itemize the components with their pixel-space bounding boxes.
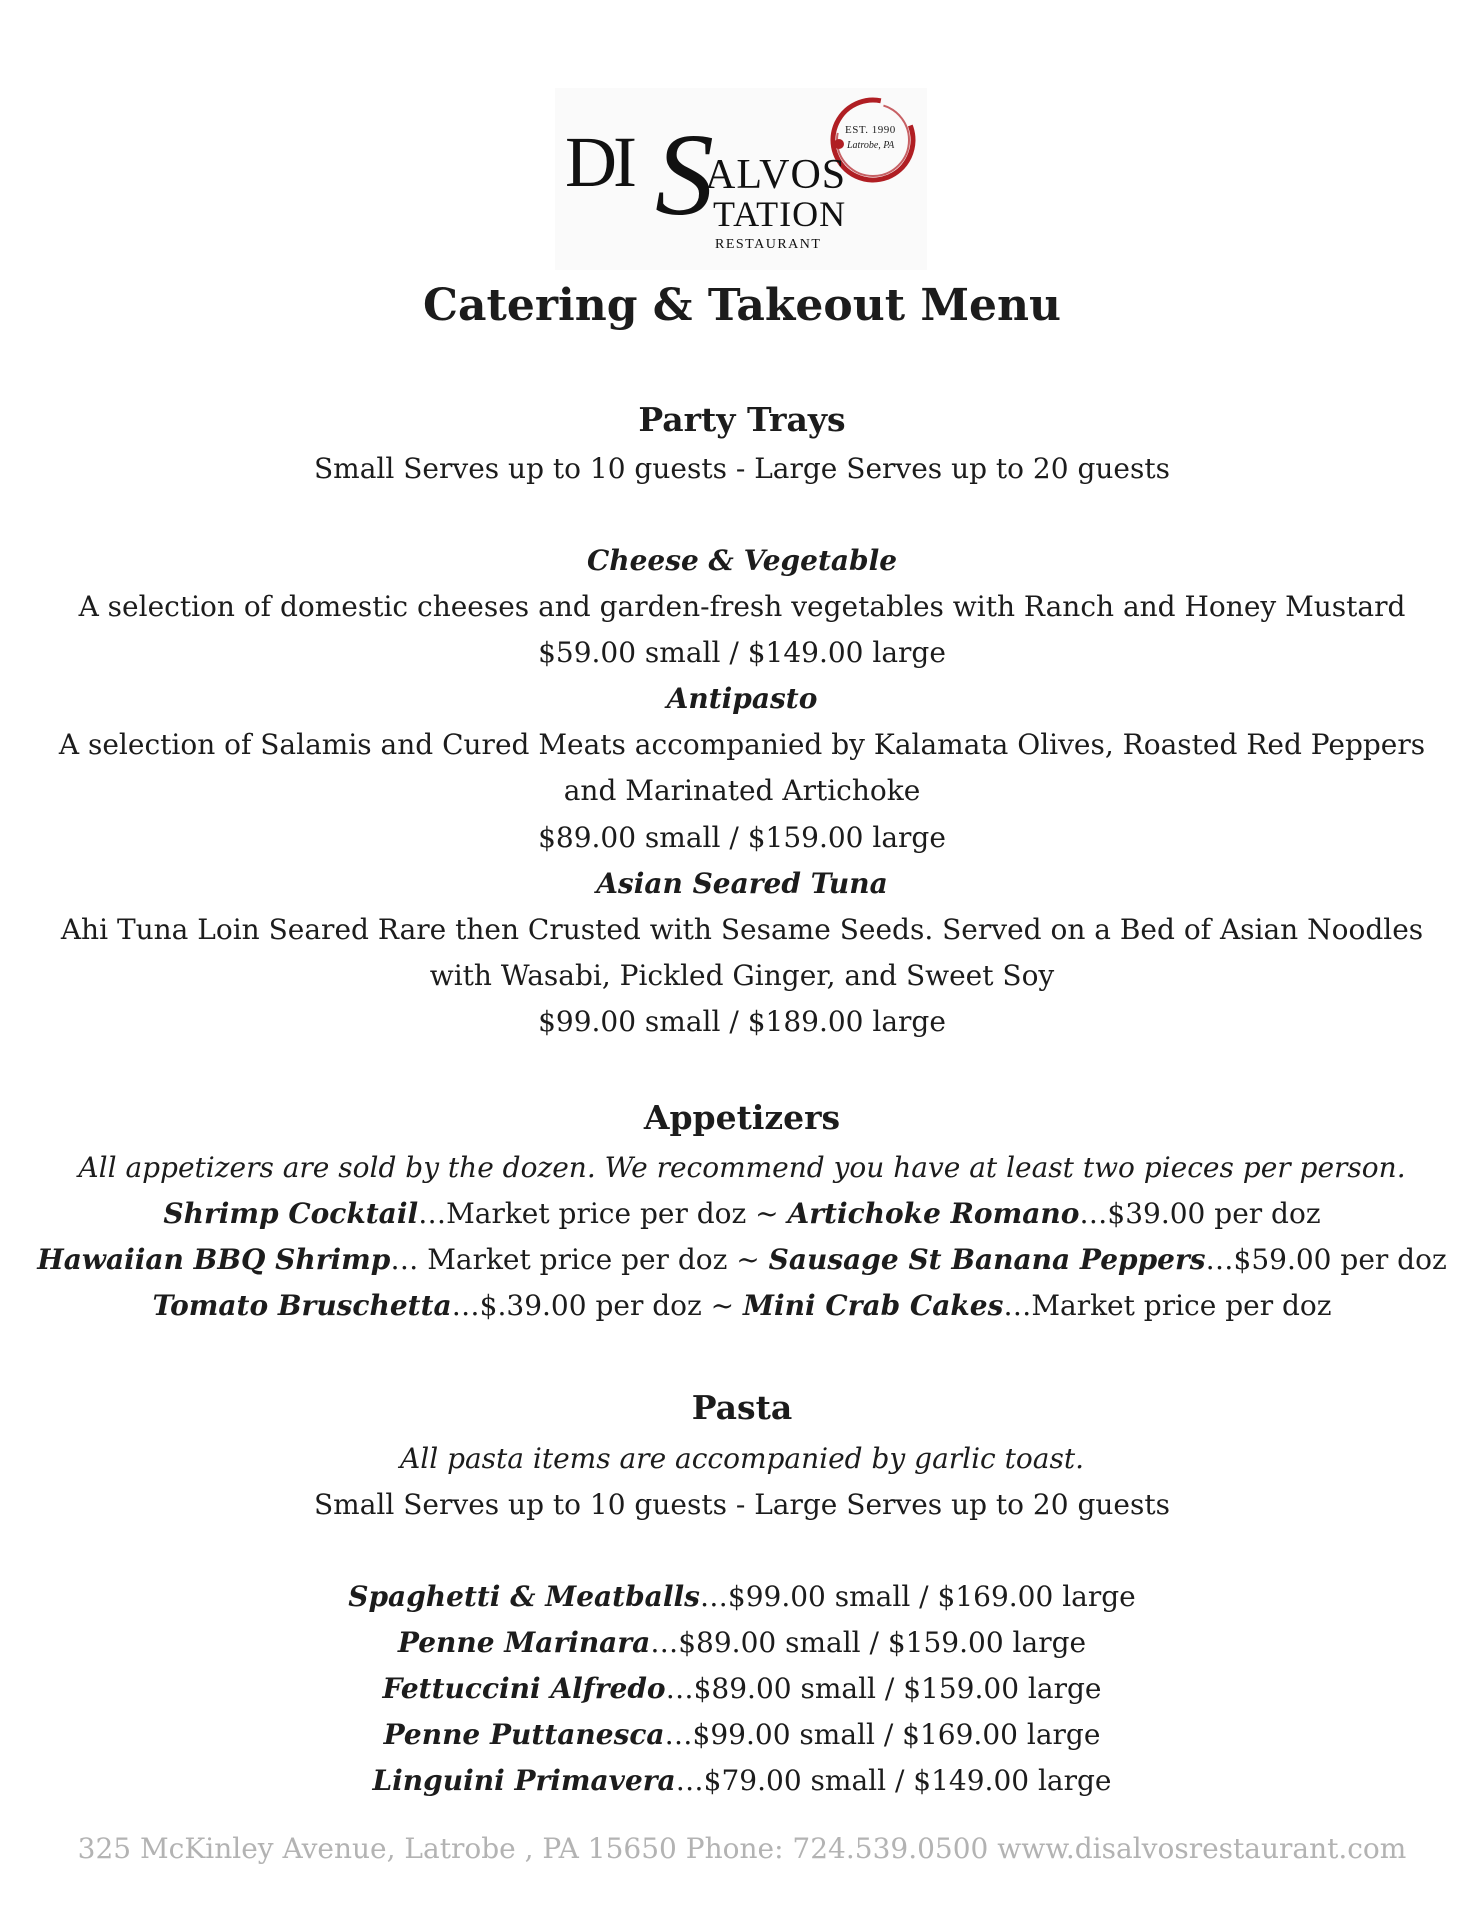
appetizer-name: Sausage St Banana Peppers (768, 1243, 1206, 1276)
pasta-price: …$99.00 small / $169.00 large (664, 1718, 1101, 1751)
pasta-price: …$89.00 small / $159.00 large (650, 1626, 1087, 1659)
section-heading-party-trays: Party Trays (638, 400, 846, 439)
tray-name: Asian Seared Tuna (596, 867, 888, 900)
appetizer-row (0, 1243, 1484, 1276)
appetizer-separator: ~ (710, 1289, 735, 1322)
appetizer-separator: ~ (736, 1243, 760, 1276)
pasta-price: …$99.00 small / $169.00 large (699, 1580, 1136, 1613)
tray-description: A selection of Salamis and Cured Meats accompanied by Kalamata Olives, Roasted Red Peppers (58, 728, 1426, 761)
appetizer-price: …$59.00 per doz (1205, 1243, 1447, 1276)
appetizer-name: Mini Crab Cakes (743, 1289, 1004, 1322)
tray-price: $89.00 small / $159.00 large (538, 821, 946, 854)
appetizer-price: …Market price per doz (418, 1197, 747, 1230)
tray-description: and Marinated Artichoke (563, 774, 921, 807)
pasta-price: …$79.00 small / $149.00 large (675, 1764, 1112, 1797)
logo-di: DI (565, 122, 633, 202)
pasta-item (0, 1718, 1484, 1751)
appetizer-name: Artichoke Romano (787, 1197, 1080, 1230)
appetizer-separator: ~ (755, 1197, 779, 1230)
tray-price: $59.00 small / $149.00 large (538, 636, 946, 669)
appetizer-price: … Market price per doz (390, 1243, 728, 1276)
pasta-name: Linguini Primavera (372, 1764, 676, 1797)
section-heading-pasta: Pasta (691, 1388, 793, 1427)
pasta-servings: Small Serves up to 10 guests - Large Serves up to 20 guests (314, 1488, 1170, 1521)
appetizer-price: …Market price per doz (1003, 1289, 1332, 1322)
logo-tation: TATION (713, 194, 847, 234)
tray-name: Cheese & Vegetable (586, 544, 898, 577)
pasta-price: …$89.00 small / $159.00 large (665, 1672, 1102, 1705)
pasta-item (0, 1580, 1484, 1613)
page-title: Catering & Takeout Menu (422, 280, 1062, 331)
logo-location: Latrobe, PA (847, 140, 895, 151)
logo-established: EST. 1990 (845, 124, 896, 136)
appetizer-name: Hawaiian BBQ Shrimp (37, 1243, 391, 1276)
section-heading-appetizers: Appetizers (643, 1098, 841, 1137)
tray-description: A selection of domestic cheeses and garden-fresh vegetables with Ranch and Honey Mustard (78, 590, 1406, 623)
appetizer-row (0, 1289, 1484, 1322)
tray-name: Antipasto (666, 682, 818, 715)
pasta-name: Fettuccini Alfredo (382, 1672, 666, 1705)
tray-description: with Wasabi, Pickled Ginger, and Sweet Soy (429, 959, 1055, 992)
restaurant-logo (555, 88, 927, 270)
logo-s: S (655, 109, 714, 240)
appetizer-row (0, 1197, 1484, 1230)
pasta-item (0, 1764, 1484, 1797)
pasta-name: Penne Marinara (397, 1626, 651, 1659)
logo-alvos: ALVOS (705, 152, 847, 198)
tray-description: Ahi Tuna Loin Seared Rare then Crusted with Sesame Seeds. Served on a Bed of Asian Noodles (60, 913, 1424, 946)
party-trays-servings: Small Serves up to 10 guests - Large Serves up to 20 guests (314, 452, 1170, 485)
footer-contact: 325 McKinley Avenue, Latrobe , PA 15650 Phone: 724.539.0500 www.disalvosrestaurant.com (77, 1832, 1407, 1865)
tray-price: $99.00 small / $189.00 large (538, 1005, 946, 1038)
appetizer-name: Shrimp Cocktail (163, 1197, 419, 1230)
pasta-name: Penne Puttanesca (383, 1718, 665, 1751)
pasta-item (0, 1626, 1484, 1659)
pasta-item (0, 1672, 1484, 1705)
appetizers-note: All appetizers are sold by the dozen. We recommend you have at least two pieces per person. (78, 1151, 1406, 1184)
pasta-name: Spaghetti & Meatballs (348, 1580, 700, 1613)
logo-restaurant: RESTAURANT (715, 237, 822, 252)
appetizer-price: …$39.00 per doz (1079, 1197, 1321, 1230)
appetizer-price: …$.39.00 per doz (451, 1289, 702, 1322)
appetizer-name: Tomato Bruschetta (152, 1289, 452, 1322)
pasta-note: All pasta items are accompanied by garlic toast. (400, 1442, 1084, 1475)
